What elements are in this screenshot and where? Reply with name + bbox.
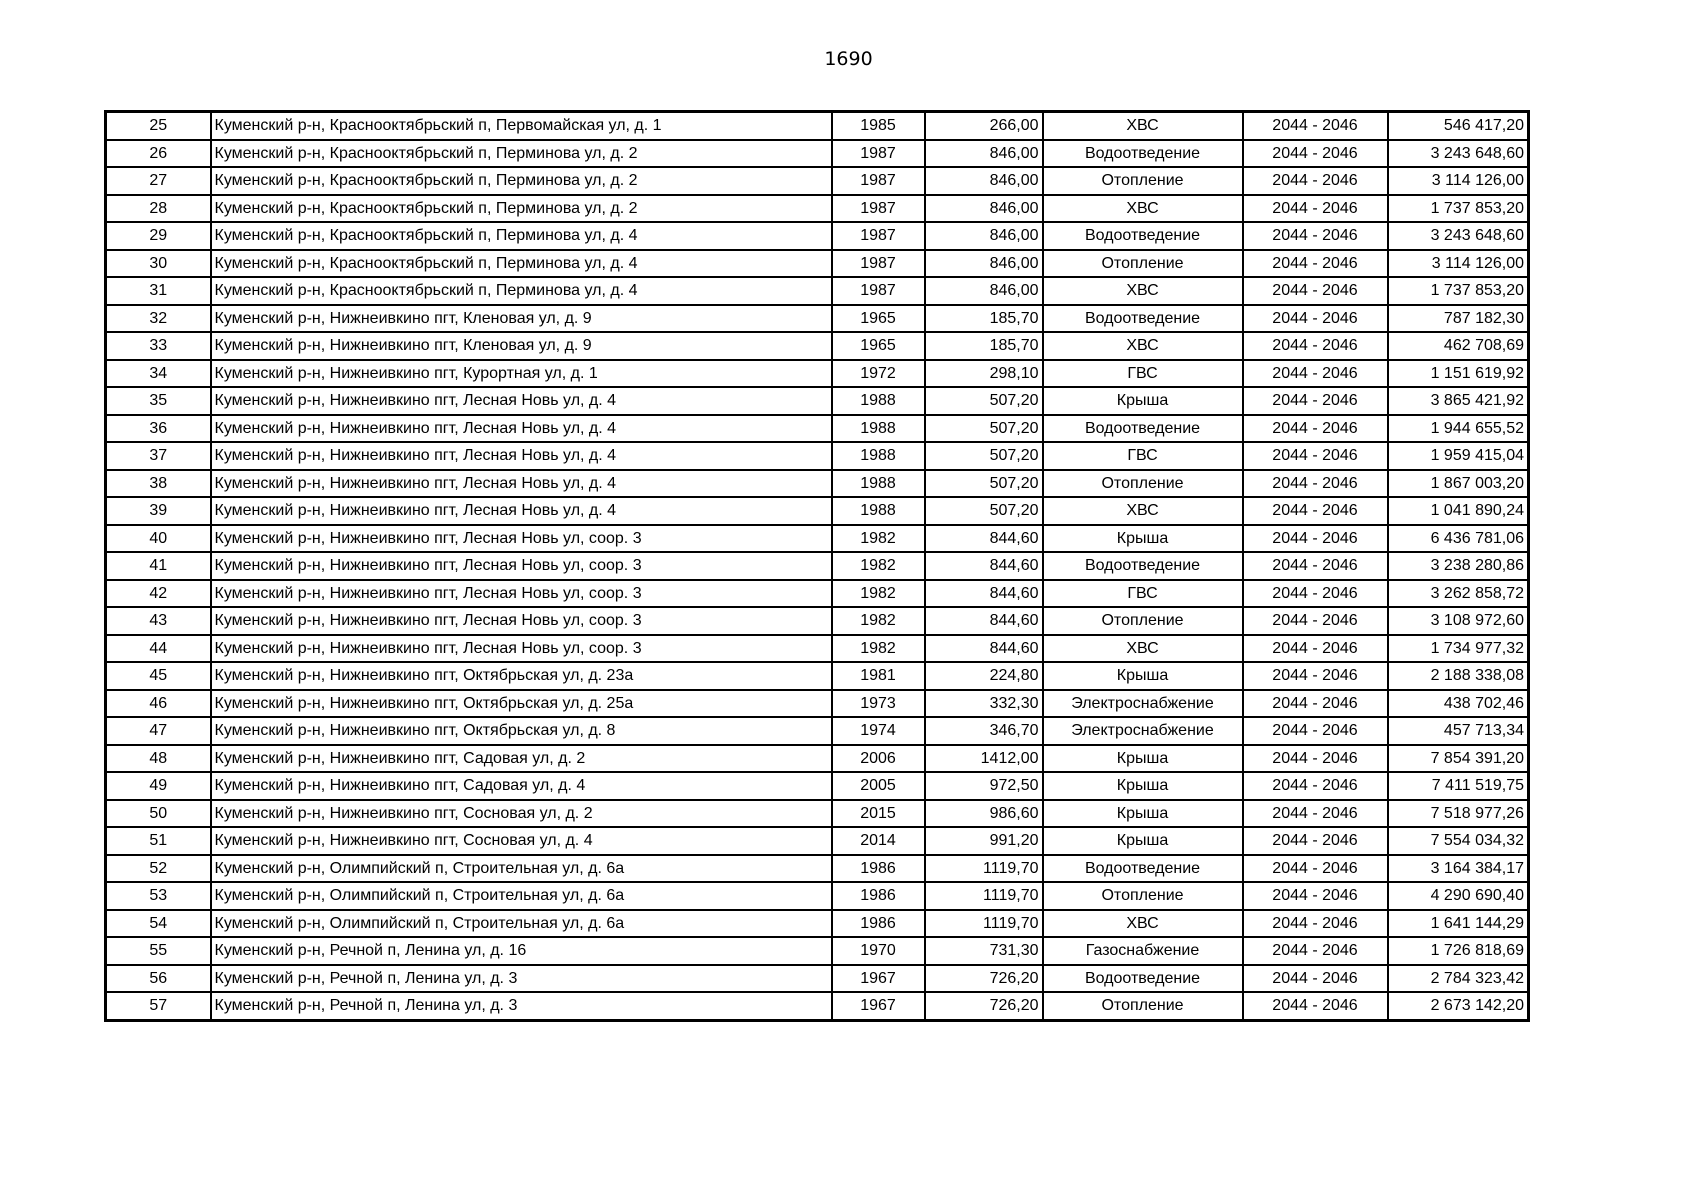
- table-row: [106, 497, 1529, 525]
- period-cell: 2044 - 2046: [1243, 277, 1388, 305]
- area-cell: 846,00: [925, 195, 1043, 223]
- period-cell: 2044 - 2046: [1243, 195, 1388, 223]
- row-number-cell: 30: [106, 250, 211, 278]
- cost-cell: 1 737 853,20: [1388, 195, 1529, 223]
- build-year-cell: 1967: [832, 965, 925, 993]
- build-year-cell: 1987: [832, 250, 925, 278]
- table-row: [106, 222, 1529, 250]
- build-year-cell: 1982: [832, 525, 925, 553]
- work-type-cell: Крыша: [1043, 387, 1243, 415]
- table-row: [106, 745, 1529, 773]
- table-row: [106, 332, 1529, 360]
- cost-cell: 3 262 858,72: [1388, 580, 1529, 608]
- row-number-cell: 54: [106, 910, 211, 938]
- area-cell: 346,70: [925, 717, 1043, 745]
- address-cell: Куменский р-н, Нижнеивкино пгт, Садовая ул, д. 4: [211, 772, 832, 800]
- address-cell: Куменский р-н, Нижнеивкино пгт, Октябрьская ул, д. 23а: [211, 662, 832, 690]
- area-cell: 972,50: [925, 772, 1043, 800]
- address-cell: Куменский р-н, Краснооктябрьский п, Перминова ул, д. 4: [211, 277, 832, 305]
- work-type-cell: ХВС: [1043, 497, 1243, 525]
- area-cell: 266,00: [925, 112, 1043, 140]
- area-cell: 185,70: [925, 305, 1043, 333]
- build-year-cell: 1988: [832, 470, 925, 498]
- cost-cell: 2 784 323,42: [1388, 965, 1529, 993]
- work-type-cell: ХВС: [1043, 277, 1243, 305]
- period-cell: 2044 - 2046: [1243, 442, 1388, 470]
- area-cell: 1412,00: [925, 745, 1043, 773]
- row-number-cell: 38: [106, 470, 211, 498]
- cost-cell: 1 726 818,69: [1388, 937, 1529, 965]
- period-cell: 2044 - 2046: [1243, 800, 1388, 828]
- build-year-cell: 1972: [832, 360, 925, 388]
- work-type-cell: ГВС: [1043, 580, 1243, 608]
- table-row: [106, 525, 1529, 553]
- table-row: [106, 552, 1529, 580]
- table-row: [106, 965, 1529, 993]
- cost-cell: 3 865 421,92: [1388, 387, 1529, 415]
- work-type-cell: Электроснабжение: [1043, 717, 1243, 745]
- row-number-cell: 31: [106, 277, 211, 305]
- work-type-cell: Крыша: [1043, 800, 1243, 828]
- cost-cell: 6 436 781,06: [1388, 525, 1529, 553]
- address-cell: Куменский р-н, Краснооктябрьский п, Перминова ул, д. 4: [211, 250, 832, 278]
- work-type-cell: ХВС: [1043, 635, 1243, 663]
- address-cell: Куменский р-н, Нижнеивкино пгт, Кленовая ул, д. 9: [211, 332, 832, 360]
- table-body: [106, 112, 1529, 1021]
- address-cell: Куменский р-н, Нижнеивкино пгт, Лесная Новь ул, соор. 3: [211, 607, 832, 635]
- address-cell: Куменский р-н, Нижнеивкино пгт, Лесная Новь ул, соор. 3: [211, 580, 832, 608]
- period-cell: 2044 - 2046: [1243, 662, 1388, 690]
- build-year-cell: 2005: [832, 772, 925, 800]
- table-row: [106, 882, 1529, 910]
- cost-cell: 1 867 003,20: [1388, 470, 1529, 498]
- area-cell: 846,00: [925, 222, 1043, 250]
- work-type-cell: ГВС: [1043, 360, 1243, 388]
- period-cell: 2044 - 2046: [1243, 717, 1388, 745]
- address-cell: Куменский р-н, Речной п, Ленина ул, д. 16: [211, 937, 832, 965]
- cost-cell: 438 702,46: [1388, 690, 1529, 718]
- area-cell: 846,00: [925, 277, 1043, 305]
- row-number-cell: 41: [106, 552, 211, 580]
- work-type-cell: Крыша: [1043, 745, 1243, 773]
- build-year-cell: 1988: [832, 442, 925, 470]
- area-cell: 844,60: [925, 552, 1043, 580]
- table-row: [106, 827, 1529, 855]
- build-year-cell: 1987: [832, 140, 925, 168]
- table-row: [106, 772, 1529, 800]
- area-cell: 991,20: [925, 827, 1043, 855]
- build-year-cell: 1985: [832, 112, 925, 140]
- cost-cell: 7 554 034,32: [1388, 827, 1529, 855]
- address-cell: Куменский р-н, Нижнеивкино пгт, Лесная Новь ул, д. 4: [211, 442, 832, 470]
- cost-cell: 3 114 126,00: [1388, 167, 1529, 195]
- address-cell: Куменский р-н, Нижнеивкино пгт, Садовая ул, д. 2: [211, 745, 832, 773]
- row-number-cell: 48: [106, 745, 211, 773]
- area-cell: 844,60: [925, 580, 1043, 608]
- address-cell: Куменский р-н, Нижнеивкино пгт, Лесная Новь ул, соор. 3: [211, 525, 832, 553]
- row-number-cell: 26: [106, 140, 211, 168]
- row-number-cell: 55: [106, 937, 211, 965]
- period-cell: 2044 - 2046: [1243, 387, 1388, 415]
- area-cell: 726,20: [925, 965, 1043, 993]
- period-cell: 2044 - 2046: [1243, 635, 1388, 663]
- area-cell: 507,20: [925, 387, 1043, 415]
- address-cell: Куменский р-н, Речной п, Ленина ул, д. 3: [211, 992, 832, 1020]
- build-year-cell: 2015: [832, 800, 925, 828]
- work-type-cell: Водоотведение: [1043, 552, 1243, 580]
- cost-cell: 3 114 126,00: [1388, 250, 1529, 278]
- work-type-cell: Отопление: [1043, 167, 1243, 195]
- table-row: [106, 250, 1529, 278]
- row-number-cell: 42: [106, 580, 211, 608]
- table-row: [106, 140, 1529, 168]
- area-cell: 507,20: [925, 442, 1043, 470]
- cost-cell: 7 854 391,20: [1388, 745, 1529, 773]
- work-type-cell: Газоснабжение: [1043, 937, 1243, 965]
- build-year-cell: 1970: [832, 937, 925, 965]
- period-cell: 2044 - 2046: [1243, 855, 1388, 883]
- cost-cell: 4 290 690,40: [1388, 882, 1529, 910]
- work-type-cell: Отопление: [1043, 250, 1243, 278]
- cost-cell: 2 673 142,20: [1388, 992, 1529, 1020]
- cost-cell: 3 108 972,60: [1388, 607, 1529, 635]
- build-year-cell: 1987: [832, 167, 925, 195]
- repair-schedule-table: [104, 110, 1530, 1022]
- address-cell: Куменский р-н, Нижнеивкино пгт, Кленовая ул, д. 9: [211, 305, 832, 333]
- address-cell: Куменский р-н, Олимпийский п, Строительная ул, д. 6а: [211, 855, 832, 883]
- cost-cell: 1 041 890,24: [1388, 497, 1529, 525]
- page-number: 1690: [824, 48, 873, 70]
- build-year-cell: 1967: [832, 992, 925, 1020]
- work-type-cell: ХВС: [1043, 112, 1243, 140]
- address-cell: Куменский р-н, Нижнеивкино пгт, Лесная Новь ул, д. 4: [211, 497, 832, 525]
- row-number-cell: 56: [106, 965, 211, 993]
- period-cell: 2044 - 2046: [1243, 497, 1388, 525]
- build-year-cell: 1987: [832, 222, 925, 250]
- build-year-cell: 1982: [832, 580, 925, 608]
- address-cell: Куменский р-н, Нижнеивкино пгт, Лесная Новь ул, д. 4: [211, 387, 832, 415]
- period-cell: 2044 - 2046: [1243, 992, 1388, 1020]
- row-number-cell: 29: [106, 222, 211, 250]
- cost-cell: 7 518 977,26: [1388, 800, 1529, 828]
- table-row: [106, 167, 1529, 195]
- row-number-cell: 50: [106, 800, 211, 828]
- table-row: [106, 360, 1529, 388]
- work-type-cell: Водоотведение: [1043, 855, 1243, 883]
- table-row: [106, 937, 1529, 965]
- row-number-cell: 51: [106, 827, 211, 855]
- row-number-cell: 32: [106, 305, 211, 333]
- build-year-cell: 1974: [832, 717, 925, 745]
- work-type-cell: Водоотведение: [1043, 415, 1243, 443]
- period-cell: 2044 - 2046: [1243, 607, 1388, 635]
- address-cell: Куменский р-н, Нижнеивкино пгт, Курортная ул, д. 1: [211, 360, 832, 388]
- build-year-cell: 1973: [832, 690, 925, 718]
- cost-cell: 1 944 655,52: [1388, 415, 1529, 443]
- work-type-cell: Крыша: [1043, 662, 1243, 690]
- work-type-cell: ГВС: [1043, 442, 1243, 470]
- row-number-cell: 53: [106, 882, 211, 910]
- row-number-cell: 37: [106, 442, 211, 470]
- cost-cell: 3 164 384,17: [1388, 855, 1529, 883]
- cost-cell: 3 243 648,60: [1388, 222, 1529, 250]
- area-cell: 846,00: [925, 250, 1043, 278]
- table-row: [106, 387, 1529, 415]
- work-type-cell: Отопление: [1043, 992, 1243, 1020]
- build-year-cell: 1988: [832, 497, 925, 525]
- address-cell: Куменский р-н, Краснооктябрьский п, Первомайская ул, д. 1: [211, 112, 832, 140]
- work-type-cell: Крыша: [1043, 827, 1243, 855]
- area-cell: 844,60: [925, 635, 1043, 663]
- work-type-cell: Отопление: [1043, 882, 1243, 910]
- work-type-cell: ХВС: [1043, 195, 1243, 223]
- work-type-cell: ХВС: [1043, 910, 1243, 938]
- area-cell: 185,70: [925, 332, 1043, 360]
- build-year-cell: 1982: [832, 607, 925, 635]
- table-row: [106, 195, 1529, 223]
- work-type-cell: Водоотведение: [1043, 222, 1243, 250]
- cost-cell: 462 708,69: [1388, 332, 1529, 360]
- work-type-cell: Отопление: [1043, 607, 1243, 635]
- period-cell: 2044 - 2046: [1243, 552, 1388, 580]
- address-cell: Куменский р-н, Нижнеивкино пгт, Лесная Новь ул, д. 4: [211, 415, 832, 443]
- cost-cell: 1 737 853,20: [1388, 277, 1529, 305]
- table-row: [106, 717, 1529, 745]
- table-row: [106, 992, 1529, 1020]
- period-cell: 2044 - 2046: [1243, 167, 1388, 195]
- table-row: [106, 470, 1529, 498]
- work-type-cell: Водоотведение: [1043, 305, 1243, 333]
- row-number-cell: 44: [106, 635, 211, 663]
- period-cell: 2044 - 2046: [1243, 580, 1388, 608]
- address-cell: Куменский р-н, Нижнеивкино пгт, Сосновая ул, д. 2: [211, 800, 832, 828]
- area-cell: 726,20: [925, 992, 1043, 1020]
- period-cell: 2044 - 2046: [1243, 525, 1388, 553]
- build-year-cell: 1965: [832, 332, 925, 360]
- table-row: [106, 690, 1529, 718]
- period-cell: 2044 - 2046: [1243, 965, 1388, 993]
- work-type-cell: Отопление: [1043, 470, 1243, 498]
- cost-cell: 3 238 280,86: [1388, 552, 1529, 580]
- work-type-cell: Водоотведение: [1043, 965, 1243, 993]
- work-type-cell: Водоотведение: [1043, 140, 1243, 168]
- period-cell: 2044 - 2046: [1243, 140, 1388, 168]
- table-row: [106, 855, 1529, 883]
- build-year-cell: 2014: [832, 827, 925, 855]
- period-cell: 2044 - 2046: [1243, 910, 1388, 938]
- address-cell: Куменский р-н, Краснооктябрьский п, Перминова ул, д. 2: [211, 167, 832, 195]
- row-number-cell: 33: [106, 332, 211, 360]
- area-cell: 844,60: [925, 525, 1043, 553]
- table-row: [106, 662, 1529, 690]
- address-cell: Куменский р-н, Нижнеивкино пгт, Лесная Новь ул, соор. 3: [211, 635, 832, 663]
- build-year-cell: 1987: [832, 277, 925, 305]
- address-cell: Куменский р-н, Нижнеивкино пгт, Октябрьская ул, д. 25а: [211, 690, 832, 718]
- address-cell: Куменский р-н, Нижнеивкино пгт, Лесная Новь ул, д. 4: [211, 470, 832, 498]
- row-number-cell: 57: [106, 992, 211, 1020]
- row-number-cell: 49: [106, 772, 211, 800]
- period-cell: 2044 - 2046: [1243, 415, 1388, 443]
- table-row: [106, 112, 1529, 140]
- row-number-cell: 34: [106, 360, 211, 388]
- cost-cell: 1 734 977,32: [1388, 635, 1529, 663]
- row-number-cell: 45: [106, 662, 211, 690]
- row-number-cell: 27: [106, 167, 211, 195]
- table-row: [106, 910, 1529, 938]
- row-number-cell: 52: [106, 855, 211, 883]
- table-row: [106, 635, 1529, 663]
- row-number-cell: 39: [106, 497, 211, 525]
- area-cell: 224,80: [925, 662, 1043, 690]
- build-year-cell: 1988: [832, 415, 925, 443]
- table-row: [106, 800, 1529, 828]
- table-row: [106, 442, 1529, 470]
- address-cell: Куменский р-н, Нижнеивкино пгт, Октябрьская ул, д. 8: [211, 717, 832, 745]
- build-year-cell: 1981: [832, 662, 925, 690]
- work-type-cell: Крыша: [1043, 525, 1243, 553]
- period-cell: 2044 - 2046: [1243, 772, 1388, 800]
- row-number-cell: 25: [106, 112, 211, 140]
- work-type-cell: Электроснабжение: [1043, 690, 1243, 718]
- address-cell: Куменский р-н, Краснооктябрьский п, Перминова ул, д. 4: [211, 222, 832, 250]
- build-year-cell: 1965: [832, 305, 925, 333]
- address-cell: Куменский р-н, Краснооктябрьский п, Перминова ул, д. 2: [211, 140, 832, 168]
- area-cell: 507,20: [925, 470, 1043, 498]
- period-cell: 2044 - 2046: [1243, 360, 1388, 388]
- table-row: [106, 580, 1529, 608]
- address-cell: Куменский р-н, Нижнеивкино пгт, Лесная Новь ул, соор. 3: [211, 552, 832, 580]
- period-cell: 2044 - 2046: [1243, 827, 1388, 855]
- table-row: [106, 607, 1529, 635]
- work-type-cell: Крыша: [1043, 772, 1243, 800]
- period-cell: 2044 - 2046: [1243, 305, 1388, 333]
- cost-cell: 787 182,30: [1388, 305, 1529, 333]
- area-cell: 731,30: [925, 937, 1043, 965]
- cost-cell: 1 959 415,04: [1388, 442, 1529, 470]
- address-cell: Куменский р-н, Краснооктябрьский п, Перминова ул, д. 2: [211, 195, 832, 223]
- period-cell: 2044 - 2046: [1243, 745, 1388, 773]
- period-cell: 2044 - 2046: [1243, 250, 1388, 278]
- area-cell: 844,60: [925, 607, 1043, 635]
- period-cell: 2044 - 2046: [1243, 690, 1388, 718]
- row-number-cell: 47: [106, 717, 211, 745]
- period-cell: 2044 - 2046: [1243, 470, 1388, 498]
- cost-cell: 546 417,20: [1388, 112, 1529, 140]
- build-year-cell: 1987: [832, 195, 925, 223]
- address-cell: Куменский р-н, Олимпийский п, Строительная ул, д. 6а: [211, 882, 832, 910]
- area-cell: 332,30: [925, 690, 1043, 718]
- cost-cell: 2 188 338,08: [1388, 662, 1529, 690]
- table-row: [106, 277, 1529, 305]
- build-year-cell: 1982: [832, 552, 925, 580]
- row-number-cell: 28: [106, 195, 211, 223]
- cost-cell: 7 411 519,75: [1388, 772, 1529, 800]
- address-cell: Куменский р-н, Олимпийский п, Строительная ул, д. 6а: [211, 910, 832, 938]
- build-year-cell: 1988: [832, 387, 925, 415]
- build-year-cell: 1986: [832, 882, 925, 910]
- build-year-cell: 1986: [832, 855, 925, 883]
- area-cell: 507,20: [925, 415, 1043, 443]
- area-cell: 298,10: [925, 360, 1043, 388]
- build-year-cell: 1986: [832, 910, 925, 938]
- area-cell: 986,60: [925, 800, 1043, 828]
- period-cell: 2044 - 2046: [1243, 882, 1388, 910]
- cost-cell: 1 151 619,92: [1388, 360, 1529, 388]
- area-cell: 1119,70: [925, 910, 1043, 938]
- period-cell: 2044 - 2046: [1243, 332, 1388, 360]
- period-cell: 2044 - 2046: [1243, 222, 1388, 250]
- work-type-cell: ХВС: [1043, 332, 1243, 360]
- area-cell: 846,00: [925, 167, 1043, 195]
- table-row: [106, 415, 1529, 443]
- area-cell: 507,20: [925, 497, 1043, 525]
- table-row: [106, 305, 1529, 333]
- period-cell: 2044 - 2046: [1243, 937, 1388, 965]
- period-cell: 2044 - 2046: [1243, 112, 1388, 140]
- row-number-cell: 40: [106, 525, 211, 553]
- address-cell: Куменский р-н, Нижнеивкино пгт, Сосновая ул, д. 4: [211, 827, 832, 855]
- area-cell: 1119,70: [925, 855, 1043, 883]
- address-cell: Куменский р-н, Речной п, Ленина ул, д. 3: [211, 965, 832, 993]
- build-year-cell: 2006: [832, 745, 925, 773]
- build-year-cell: 1982: [832, 635, 925, 663]
- cost-cell: 3 243 648,60: [1388, 140, 1529, 168]
- row-number-cell: 43: [106, 607, 211, 635]
- area-cell: 1119,70: [925, 882, 1043, 910]
- cost-cell: 1 641 144,29: [1388, 910, 1529, 938]
- area-cell: 846,00: [925, 140, 1043, 168]
- row-number-cell: 35: [106, 387, 211, 415]
- cost-cell: 457 713,34: [1388, 717, 1529, 745]
- row-number-cell: 46: [106, 690, 211, 718]
- row-number-cell: 36: [106, 415, 211, 443]
